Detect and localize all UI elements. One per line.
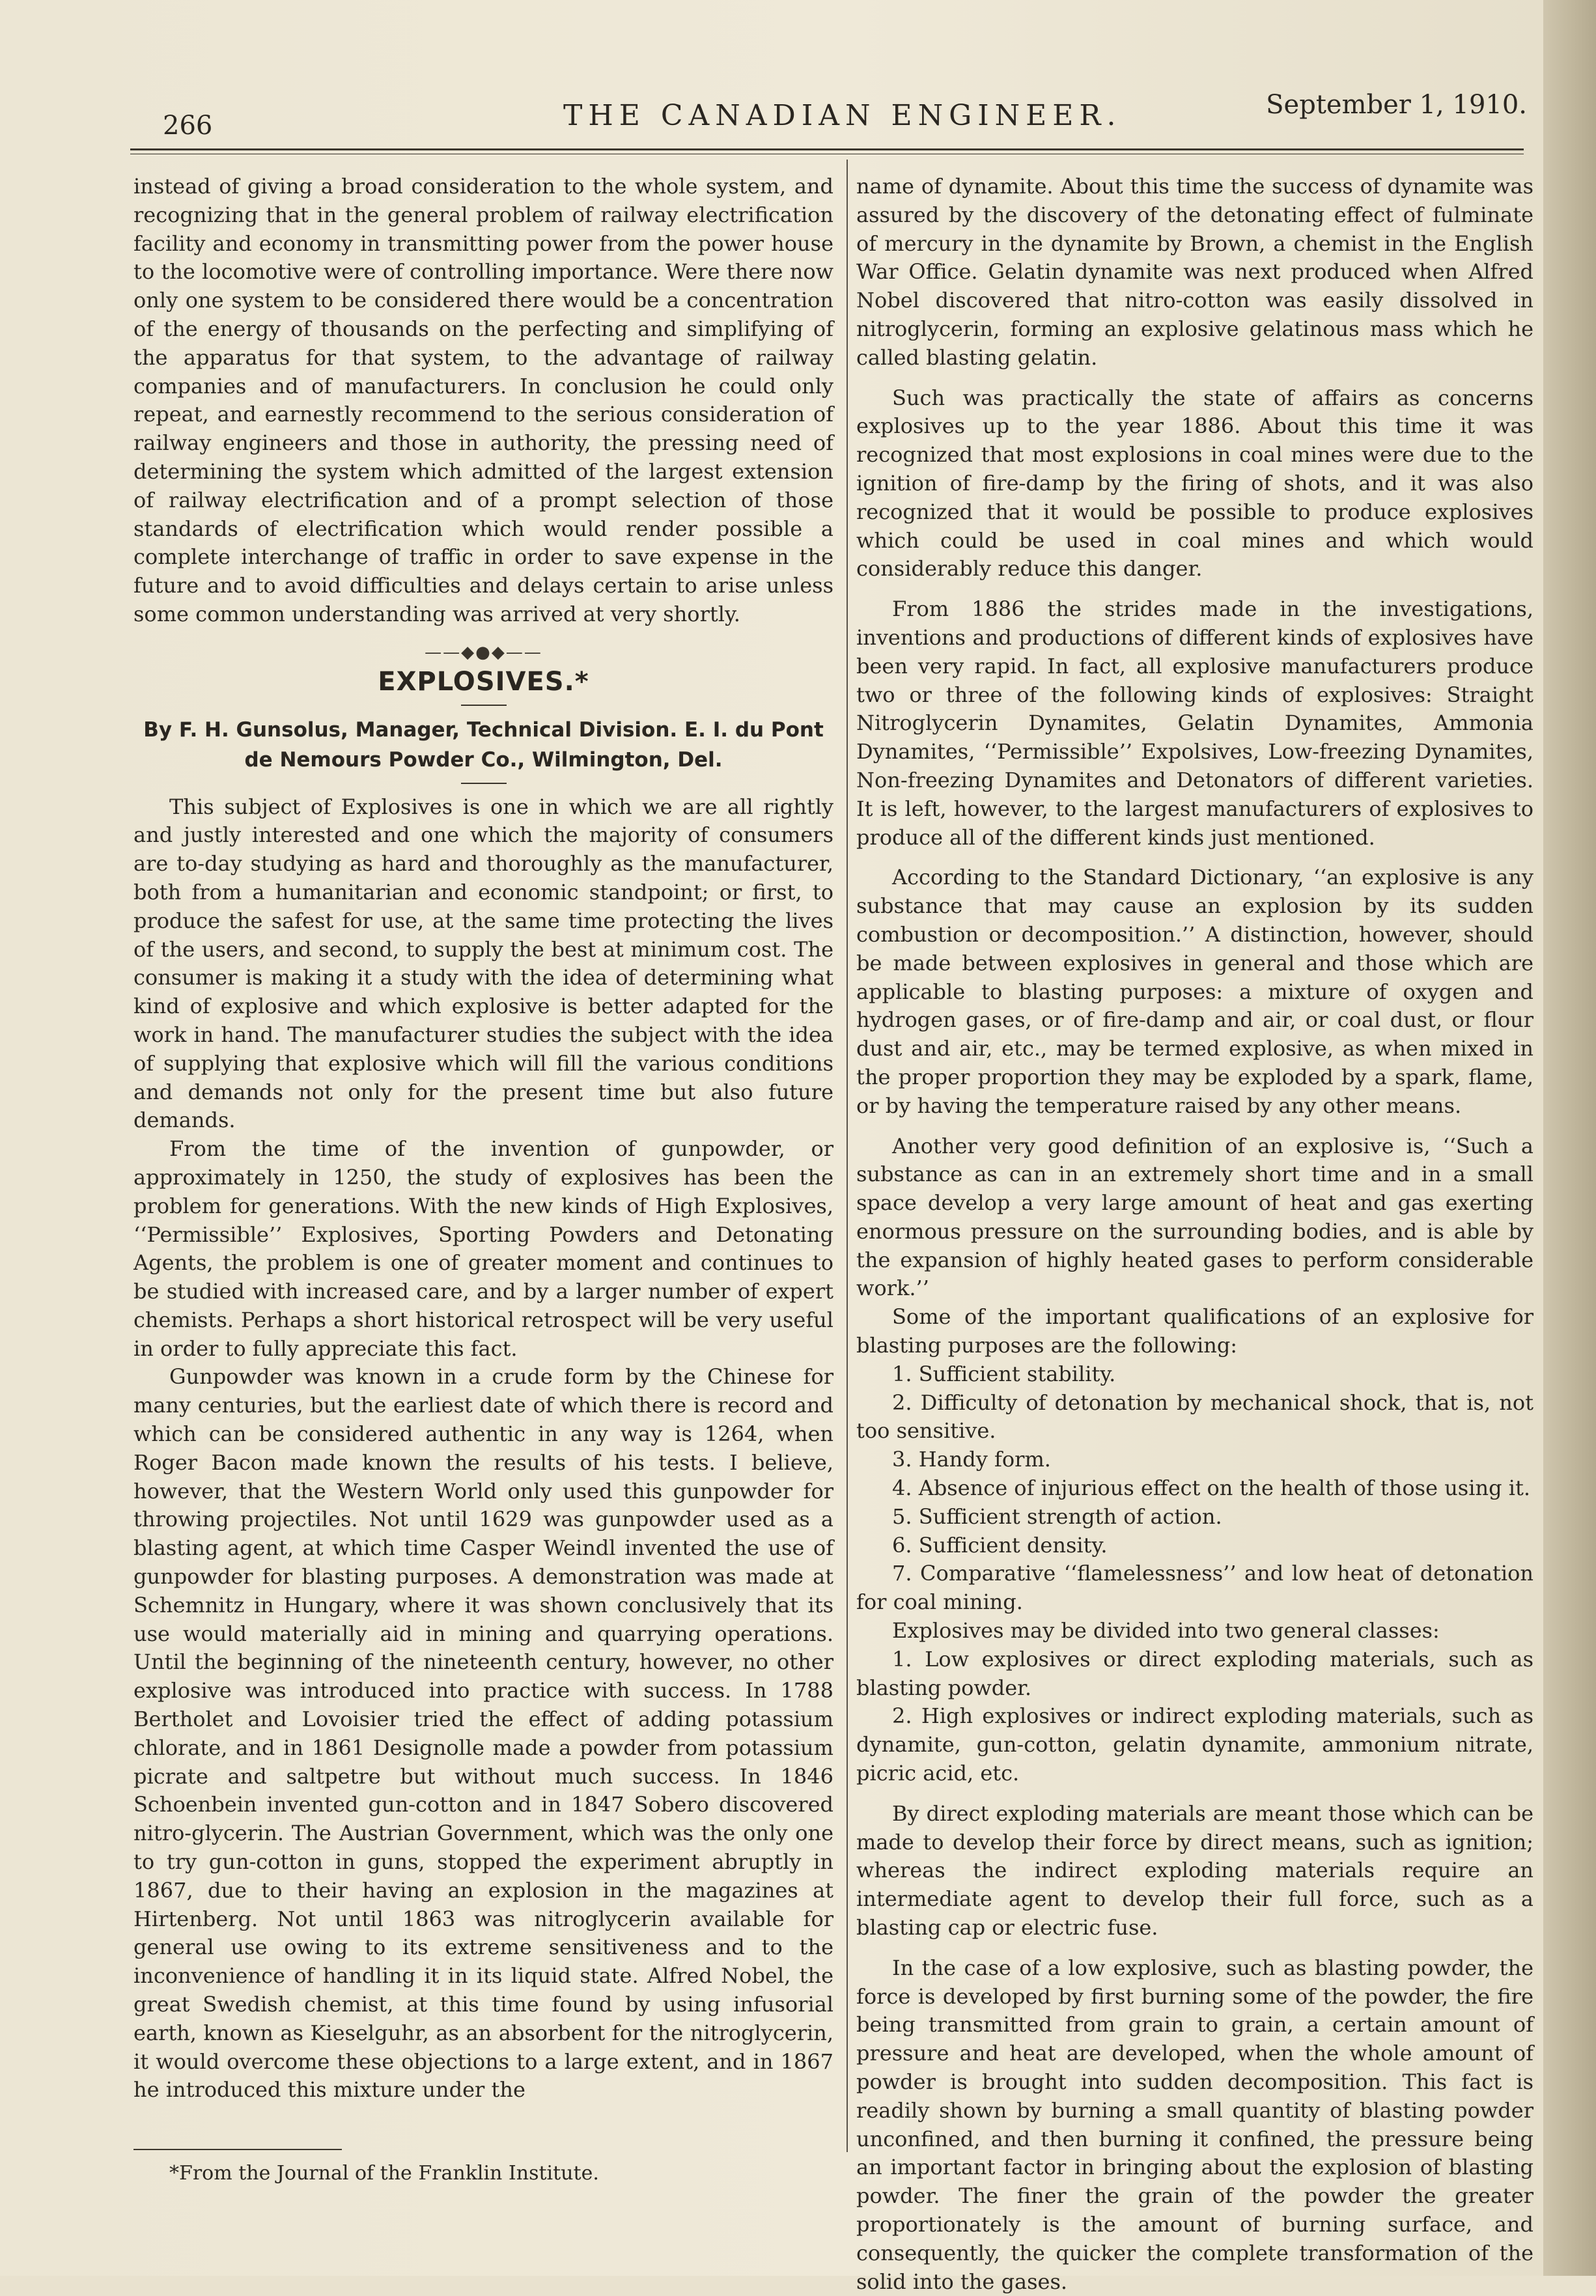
footnote: *From the Journal of the Franklin Institute. xyxy=(169,2162,599,2185)
list-item: 7. Comparative ‘‘flamelessness’’ and low heat of detonation for coal mining. xyxy=(856,1561,1533,1615)
title-rule xyxy=(461,705,507,706)
footnote-rule xyxy=(133,2149,342,2150)
list-item: 4. Absence of injurious effect on the health of those using it. xyxy=(892,1476,1530,1501)
body-paragraph: Another very good definition of an explosive is, ‘‘Such a substance as can in an extremely short time and in a small space develop a very large amount of heat and gas exerting enormous pressure on the surrounding bodies, and is able by the expansion of highly heated gases to perform considerable work.’’ xyxy=(856,1133,1533,1301)
page-edge xyxy=(1543,0,1596,2276)
body-paragraph: Such was practically the state of affairs as concerns explosives up to the year 1886. About this time it was recognized that most explosions in coal mines were due to the ignition of fire-damp by the firing of shots, and it was also recognized that it would be possible to produce explosives which could be used in coal mines and which would considerably reduce this danger. xyxy=(856,385,1533,581)
body-paragraph: This subject of Explosives is one in which we are all rightly and justly interested and one which the majority of consumers are to-day studying as hard and thoroughly as the manufacturer, both from a humanitarian and economic standpoint; or first, to produce the safest for use, at the same time protecting the lives of the users, and second, to supply the best at minimum cost. The consumer is making it a study with the idea of determining what kind of explosive and which explosive is better adapted for the work in hand. The manufacturer studies the subject with the idea of supplying that explosive which will fill the various conditions and demands not only for the present time but also future demands. xyxy=(133,794,833,1133)
issue-date: September 1, 1910. xyxy=(1266,90,1527,120)
body-paragraph: By direct exploding materials are meant those which can be made to develop their force by direct means, such as ignition; whereas the indirect exploding materials require an intermediate agent to develop their full force, such as a blasting cap or electric fuse. xyxy=(856,1800,1533,1940)
list-item: 1. Low explosives or direct exploding materials, such as blasting powder. xyxy=(856,1646,1533,1700)
byline-rule xyxy=(461,783,507,784)
list-item: 6. Sufficient density. xyxy=(892,1532,1108,1558)
article-byline: By F. H. Gunsolus, Manager, Technical Division. E. I. du Pont de Nemours Powder Co., Wilmington, Del. xyxy=(143,718,824,772)
continuation-paragraph: instead of giving a broad consideration to the whole system, and recognizing that in the general problem of railway electrification facility and economy in transmitting power from the power house to the locomotive were of controlling importance. Were there now only one system to be considered there would be a concentration of the energy of thousands on the perfecting and simplifying of the apparatus for that system, to the advantage of railway companies and of manufacturers. In conclusion he could only repeat, and earnestly recommend to the serious consideration of railway engineers and those in authority, the pressing need of determining the system which admitted of the largest extension of railway electrification and of a prompt selection of those standards of electrification which would render possible a complete interchange of traffic in order to save expense in the future and to avoid difficulties and delays certain to arise unless some common understanding was arrived at very shortly. xyxy=(133,174,833,626)
body-paragraph: According to the Standard Dictionary, ‘‘an explosive is any substance that may cause an explosion by its sudden combustion or decomposition.’’ A distinction, however, should be made between explosives in general and those which are applicable to blasting purposes: a mixture of oxygen and hydrogen gases, or of fire-damp and air, or coal dust, or flour dust and air, etc., may be termed explosive, as when mixed in the proper proportion they may be exploded by a spark, flame, or by having the temperature raised by any other means. xyxy=(856,865,1533,1118)
list-item: 3. Handy form. xyxy=(892,1447,1051,1472)
list-item: 1. Sufficient stability. xyxy=(892,1361,1116,1386)
left-column xyxy=(133,173,833,2188)
header-rule-thick xyxy=(130,148,1524,150)
section-ornament: ——◆●◆—— xyxy=(425,642,542,662)
list-item: 2. High explosives or indirect exploding materials, such as dynamite, gun-cotton, gelatin dynamite, ammonium nitrate, picric acid, etc. xyxy=(856,1703,1533,1786)
article-title: EXPLOSIVES.* xyxy=(378,666,589,697)
list-item: 5. Sufficient strength of action. xyxy=(892,1504,1222,1529)
body-paragraph: Some of the important qualifications of an explosive for blasting purposes are the following: xyxy=(856,1304,1533,1358)
running-header xyxy=(127,85,1527,156)
page-number: 266 xyxy=(163,111,213,141)
body-paragraph: Gunpowder was known in a crude form by the Chinese for many centuries, but the earliest date of which there is record and which can be considered authentic in any way is 1264, when Roger Bacon made known the results of his tests. I believe, however, that the Western World only used this gunpowder for throwing projectiles. Not until 1629 was gunpowder used as a blasting agent, at which time Casper Weindl invented the use of gunpowder for blasting purposes. A demonstration was made at Schemnitz in Hungary, where it was shown conclusively that its use would materially aid in mining and quarrying operations. Until the beginning of the nineteenth century, however, no other explosive was introduced into practice with success. In 1788 Bertholet and Lovoisier tried the effect of adding potassium chlorate, and in 1861 Designolle made a powder from potassium picrate and saltpetre but without much success. In 1846 Schoenbein invented gun-cotton and in 1847 Sobero discovered nitro-glycerin. The Austrian Government, which was the only one to try gun-cotton in guns, stopped the experiment abruptly in 1867, due to their having an explosion in the magazines at Hirtenberg. Not until 1863 was nitroglycerin available for general use owing to its extreme sensitiveness and to the inconvenience of handling it in its liquid state. Alfred Nobel, the great Swedish chemist, at this time found by using infusorial earth, known as Kieselguhr, as an absorbent for the nitroglycerin, it would overcome these objections to a large extent, and in 1867 he introduced this mixture under the xyxy=(133,1364,833,2103)
right-column xyxy=(856,173,1533,2296)
body-paragraph: name of dynamite. About this time the success of dynamite was assured by the discovery of the detonating effect of fulminate of mercury in the dynamite by Brown, a chemist in the English War Office. Gelatin dynamite was next produced when Alfred Nobel discovered that nitro-cotton was easily dissolved in nitroglycerin, forming an explosive gelatinous mass which he called blasting gelatin. xyxy=(856,174,1533,370)
journal-title: THE CANADIAN ENGINEER. xyxy=(563,99,1122,132)
body-paragraph: From 1886 the strides made in the investigations, inventions and productions of different kinds of explosives have been very rapid. In fact, all explosive manufacturers produce two or three of the following kinds of explosives: Straight Nitroglycerin Dynamites, Gelatin Dynamites, Ammonia Dynamites, ‘‘Permissible’’ Expolsives, Low-freezing Dynamites, Non-freezing Dynamites and Detonators of different varieties. It is left, however, to the largest manufacturers of explosives to produce all of the different kinds just mentioned. xyxy=(856,596,1533,850)
column-divider xyxy=(847,160,848,2152)
body-paragraph: In the case of a low explosive, such as blasting powder, the force is developed by first burning some of the powder, the fire being transmitted from grain to grain, a certain amount of pressure and heat are developed, when the whole amount of powder is brought into sudden decomposition. This fact is readily shown by burning a small quantity of blasting powder unconfined, and then burning it confined, the pressure being an important factor in bringing about the explosion of blasting powder. The finer the grain of the powder the greater proportionately is the amount of burning surface, and consequently, the quicker the complete transformation of the solid into the gases. xyxy=(856,1955,1533,2294)
body-paragraph: Explosives may be divided into two general classes: xyxy=(892,1618,1440,1644)
list-item: 2. Difficulty of detonation by mechanical shock, that is, not too sensitive. xyxy=(856,1390,1533,1444)
body-paragraph: From the time of the invention of gunpowder, or approximately in 1250, the study of explosives has been the problem for generations. With the new kinds of High Explosives, ‘‘Permissible’’ Explosives, Sporting Powders and Detonating Agents, the problem is one of greater moment and continues to be studied with increased care, and by a larger number of expert chemists. Perhaps a short historical retrospect will be very useful in order to fully appreciate this fact. xyxy=(133,1136,833,1361)
